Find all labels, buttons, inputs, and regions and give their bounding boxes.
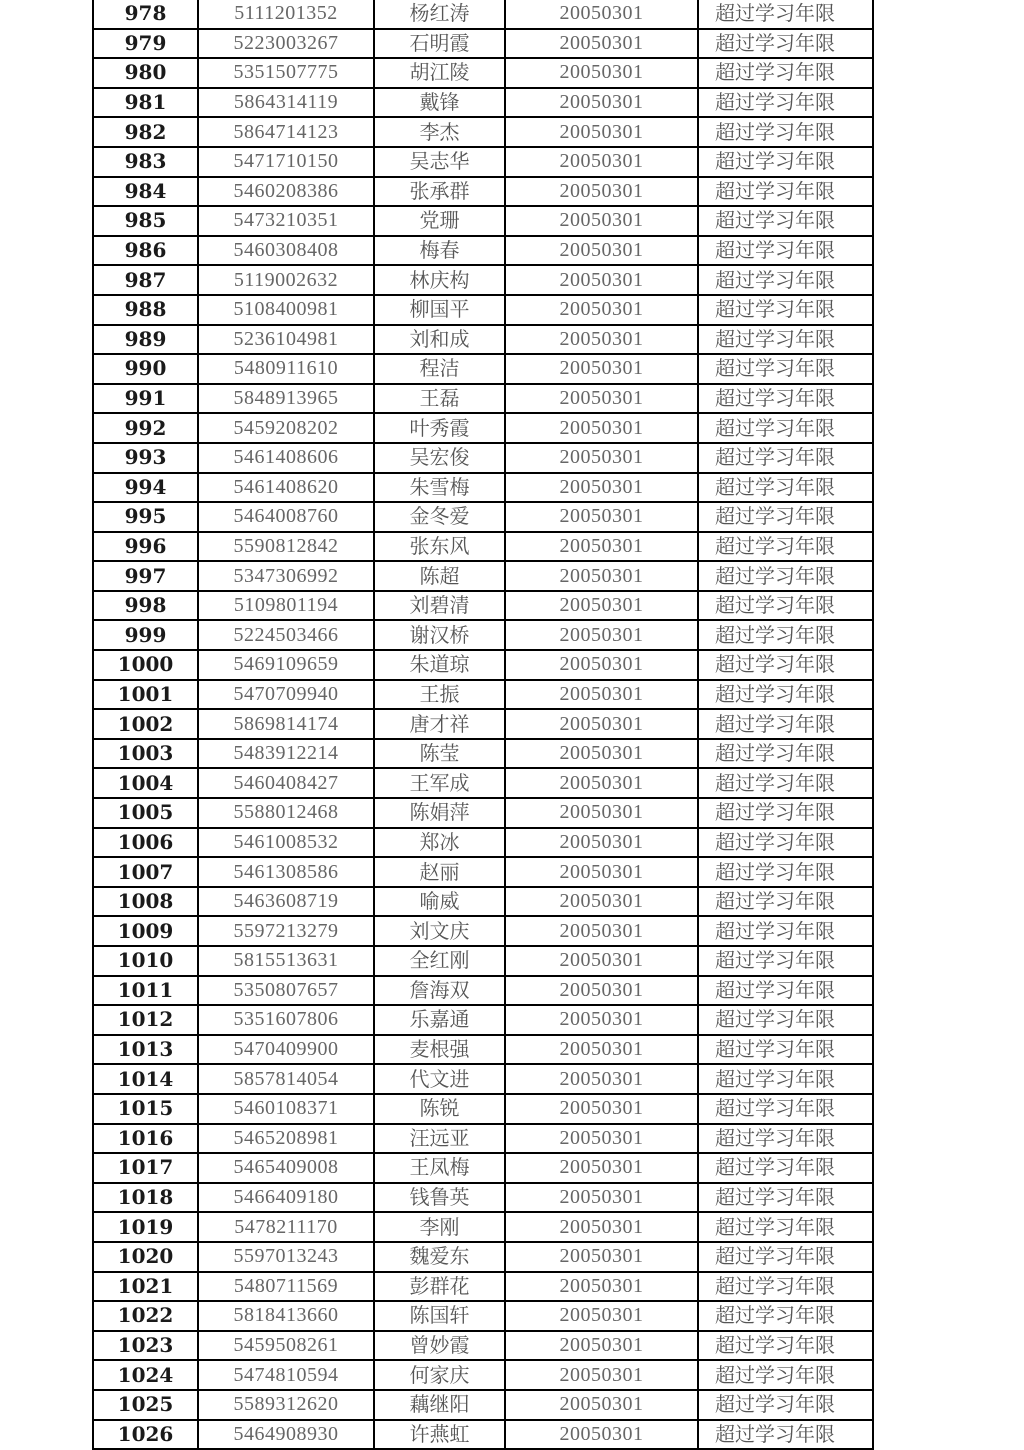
student-id-cell: 5869814174	[198, 709, 374, 739]
status-cell: 超过学习年限	[698, 1153, 873, 1183]
table-row	[93, 1242, 873, 1272]
date-cell: 20050301	[505, 1242, 698, 1272]
date-cell: 20050301	[505, 857, 698, 887]
student-name-cell: 金冬爱	[374, 502, 505, 532]
date-cell: 20050301	[505, 1360, 698, 1390]
status-cell: 超过学习年限	[698, 325, 873, 355]
status-cell: 超过学习年限	[698, 1331, 873, 1361]
row-index-cell: 997	[93, 561, 198, 591]
status-cell: 超过学习年限	[698, 502, 873, 532]
row-index-cell: 985	[93, 206, 198, 236]
student-id-cell: 5461308586	[198, 857, 374, 887]
student-id-cell: 5459508261	[198, 1331, 374, 1361]
row-index-cell: 995	[93, 502, 198, 532]
table-row	[93, 443, 873, 473]
row-index-cell: 989	[93, 325, 198, 355]
table-row	[93, 739, 873, 769]
status-cell: 超过学习年限	[698, 1064, 873, 1094]
table-body	[93, 0, 873, 1449]
date-cell: 20050301	[505, 1094, 698, 1124]
date-cell: 20050301	[505, 1124, 698, 1154]
status-cell: 超过学习年限	[698, 1124, 873, 1154]
row-index-cell: 1001	[93, 680, 198, 710]
student-name-cell: 李刚	[374, 1212, 505, 1242]
status-cell: 超过学习年限	[698, 354, 873, 384]
student-id-cell: 5466409180	[198, 1183, 374, 1213]
status-cell: 超过学习年限	[698, 946, 873, 976]
student-id-cell: 5461008532	[198, 828, 374, 858]
table-row	[93, 857, 873, 887]
status-cell: 超过学习年限	[698, 680, 873, 710]
table-row	[93, 413, 873, 443]
student-id-cell: 5347306992	[198, 561, 374, 591]
table-row	[93, 1212, 873, 1242]
table-row	[93, 206, 873, 236]
date-cell: 20050301	[505, 680, 698, 710]
table-row	[93, 1094, 873, 1124]
student-id-cell: 5464908930	[198, 1420, 374, 1450]
table-row	[93, 88, 873, 118]
table-row	[93, 502, 873, 532]
student-id-cell: 5459208202	[198, 413, 374, 443]
table-row	[93, 473, 873, 503]
date-cell: 20050301	[505, 1153, 698, 1183]
row-index-cell: 1002	[93, 709, 198, 739]
student-name-cell: 许燕虹	[374, 1420, 505, 1450]
student-id-cell: 5460308408	[198, 236, 374, 266]
student-name-cell: 赵丽	[374, 857, 505, 887]
student-name-cell: 胡江陵	[374, 58, 505, 88]
date-cell: 20050301	[505, 384, 698, 414]
row-index-cell: 1000	[93, 650, 198, 680]
student-id-cell: 5463608719	[198, 887, 374, 917]
table-row	[93, 177, 873, 207]
date-cell: 20050301	[505, 443, 698, 473]
table-row	[93, 916, 873, 946]
student-id-cell: 5857814054	[198, 1064, 374, 1094]
row-index-cell: 1016	[93, 1124, 198, 1154]
row-index-cell: 1017	[93, 1153, 198, 1183]
student-name-cell: 柳国平	[374, 295, 505, 325]
student-name-cell: 张东风	[374, 532, 505, 562]
status-cell: 超过学习年限	[698, 117, 873, 147]
table-row	[93, 58, 873, 88]
student-id-cell: 5119002632	[198, 265, 374, 295]
student-id-cell: 5589312620	[198, 1390, 374, 1420]
date-cell: 20050301	[505, 295, 698, 325]
table-row	[93, 354, 873, 384]
row-index-cell: 1004	[93, 768, 198, 798]
table-row	[93, 325, 873, 355]
status-cell: 超过学习年限	[698, 1242, 873, 1272]
student-name-cell: 王磊	[374, 384, 505, 414]
row-index-cell: 993	[93, 443, 198, 473]
row-index-cell: 1003	[93, 739, 198, 769]
date-cell: 20050301	[505, 828, 698, 858]
student-id-cell: 5351507775	[198, 58, 374, 88]
student-name-cell: 魏爱东	[374, 1242, 505, 1272]
row-index-cell: 996	[93, 532, 198, 562]
student-id-cell: 5478211170	[198, 1212, 374, 1242]
student-id-cell: 5111201352	[198, 0, 374, 29]
table-row	[93, 117, 873, 147]
status-cell: 超过学习年限	[698, 709, 873, 739]
student-id-cell: 5470409900	[198, 1035, 374, 1065]
date-cell: 20050301	[505, 887, 698, 917]
row-index-cell: 1007	[93, 857, 198, 887]
row-index-cell: 1023	[93, 1331, 198, 1361]
row-index-cell: 1021	[93, 1272, 198, 1302]
student-id-cell: 5350807657	[198, 976, 374, 1006]
row-index-cell: 1011	[93, 976, 198, 1006]
row-index-cell: 1008	[93, 887, 198, 917]
status-cell: 超过学习年限	[698, 887, 873, 917]
table-row	[93, 1360, 873, 1390]
student-id-cell: 5461408620	[198, 473, 374, 503]
student-name-cell: 麦根强	[374, 1035, 505, 1065]
table-row	[93, 295, 873, 325]
row-index-cell: 982	[93, 117, 198, 147]
row-index-cell: 1005	[93, 798, 198, 828]
row-index-cell: 1006	[93, 828, 198, 858]
status-cell: 超过学习年限	[698, 443, 873, 473]
table-row	[93, 591, 873, 621]
student-name-cell: 党珊	[374, 206, 505, 236]
row-index-cell: 1009	[93, 916, 198, 946]
student-name-cell: 何家庆	[374, 1360, 505, 1390]
status-cell: 超过学习年限	[698, 1035, 873, 1065]
student-id-cell: 5465208981	[198, 1124, 374, 1154]
student-name-cell: 陈娟萍	[374, 798, 505, 828]
row-index-cell: 1022	[93, 1301, 198, 1331]
student-name-cell: 梅春	[374, 236, 505, 266]
status-cell: 超过学习年限	[698, 650, 873, 680]
status-cell: 超过学习年限	[698, 1272, 873, 1302]
row-index-cell: 1026	[93, 1420, 198, 1450]
status-cell: 超过学习年限	[698, 29, 873, 59]
row-index-cell: 981	[93, 88, 198, 118]
student-id-cell: 5469109659	[198, 650, 374, 680]
date-cell: 20050301	[505, 147, 698, 177]
date-cell: 20050301	[505, 739, 698, 769]
row-index-cell: 983	[93, 147, 198, 177]
student-id-cell: 5224503466	[198, 620, 374, 650]
student-name-cell: 唐才祥	[374, 709, 505, 739]
table-row	[93, 1005, 873, 1035]
table-row	[93, 1035, 873, 1065]
date-cell: 20050301	[505, 946, 698, 976]
student-name-cell: 陈锐	[374, 1094, 505, 1124]
status-cell: 超过学习年限	[698, 916, 873, 946]
table-row	[93, 1272, 873, 1302]
student-id-cell: 5461408606	[198, 443, 374, 473]
student-name-cell: 詹海双	[374, 976, 505, 1006]
status-cell: 超过学习年限	[698, 473, 873, 503]
table-row	[93, 1064, 873, 1094]
student-id-cell: 5590812842	[198, 532, 374, 562]
status-cell: 超过学习年限	[698, 384, 873, 414]
date-cell: 20050301	[505, 1331, 698, 1361]
status-cell: 超过学习年限	[698, 976, 873, 1006]
student-name-cell: 全红刚	[374, 946, 505, 976]
status-cell: 超过学习年限	[698, 561, 873, 591]
student-id-cell: 5460208386	[198, 177, 374, 207]
student-name-cell: 王凤梅	[374, 1153, 505, 1183]
student-id-cell: 5588012468	[198, 798, 374, 828]
student-name-cell: 石明霞	[374, 29, 505, 59]
table-row	[93, 709, 873, 739]
date-cell: 20050301	[505, 29, 698, 59]
date-cell: 20050301	[505, 1390, 698, 1420]
student-name-cell: 彭群花	[374, 1272, 505, 1302]
date-cell: 20050301	[505, 768, 698, 798]
student-name-cell: 王军成	[374, 768, 505, 798]
student-id-cell: 5236104981	[198, 325, 374, 355]
row-index-cell: 994	[93, 473, 198, 503]
date-cell: 20050301	[505, 591, 698, 621]
status-cell: 超过学习年限	[698, 147, 873, 177]
date-cell: 20050301	[505, 1272, 698, 1302]
status-cell: 超过学习年限	[698, 1183, 873, 1213]
row-index-cell: 986	[93, 236, 198, 266]
date-cell: 20050301	[505, 502, 698, 532]
student-id-cell: 5460108371	[198, 1094, 374, 1124]
student-id-cell: 5223003267	[198, 29, 374, 59]
student-name-cell: 杨红涛	[374, 0, 505, 29]
table-row	[93, 1301, 873, 1331]
row-index-cell: 1012	[93, 1005, 198, 1035]
student-id-cell: 5473210351	[198, 206, 374, 236]
student-id-cell: 5480711569	[198, 1272, 374, 1302]
date-cell: 20050301	[505, 1005, 698, 1035]
student-record-table	[92, 0, 874, 1450]
date-cell: 20050301	[505, 177, 698, 207]
status-cell: 超过学习年限	[698, 828, 873, 858]
student-id-cell: 5464008760	[198, 502, 374, 532]
row-index-cell: 1015	[93, 1094, 198, 1124]
student-name-cell: 乐嘉通	[374, 1005, 505, 1035]
student-name-cell: 林庆构	[374, 265, 505, 295]
status-cell: 超过学习年限	[698, 798, 873, 828]
date-cell: 20050301	[505, 1420, 698, 1450]
row-index-cell: 1020	[93, 1242, 198, 1272]
table-row	[93, 1390, 873, 1420]
student-id-cell: 5351607806	[198, 1005, 374, 1035]
row-index-cell: 1024	[93, 1360, 198, 1390]
date-cell: 20050301	[505, 620, 698, 650]
student-name-cell: 汪远亚	[374, 1124, 505, 1154]
table-row	[93, 147, 873, 177]
student-id-cell: 5483912214	[198, 739, 374, 769]
table-row	[93, 887, 873, 917]
row-index-cell: 1013	[93, 1035, 198, 1065]
status-cell: 超过学习年限	[698, 768, 873, 798]
student-name-cell: 郑冰	[374, 828, 505, 858]
student-name-cell: 吴宏俊	[374, 443, 505, 473]
student-id-cell: 5480911610	[198, 354, 374, 384]
student-name-cell: 谢汉桥	[374, 620, 505, 650]
table-row	[93, 946, 873, 976]
row-index-cell: 1019	[93, 1212, 198, 1242]
table-row	[93, 828, 873, 858]
status-cell: 超过学习年限	[698, 1005, 873, 1035]
student-name-cell: 叶秀霞	[374, 413, 505, 443]
row-index-cell: 1014	[93, 1064, 198, 1094]
status-cell: 超过学习年限	[698, 857, 873, 887]
row-index-cell: 990	[93, 354, 198, 384]
student-name-cell: 戴锋	[374, 88, 505, 118]
student-name-cell: 喻威	[374, 887, 505, 917]
table-row	[93, 798, 873, 828]
date-cell: 20050301	[505, 561, 698, 591]
date-cell: 20050301	[505, 413, 698, 443]
student-id-cell: 5597013243	[198, 1242, 374, 1272]
date-cell: 20050301	[505, 88, 698, 118]
status-cell: 超过学习年限	[698, 591, 873, 621]
status-cell: 超过学习年限	[698, 236, 873, 266]
student-name-cell: 张承群	[374, 177, 505, 207]
status-cell: 超过学习年限	[698, 0, 873, 29]
date-cell: 20050301	[505, 1064, 698, 1094]
date-cell: 20050301	[505, 0, 698, 29]
student-name-cell: 吴志华	[374, 147, 505, 177]
status-cell: 超过学习年限	[698, 58, 873, 88]
table-row	[93, 29, 873, 59]
student-name-cell: 陈超	[374, 561, 505, 591]
row-index-cell: 1025	[93, 1390, 198, 1420]
status-cell: 超过学习年限	[698, 1094, 873, 1124]
date-cell: 20050301	[505, 354, 698, 384]
table-row	[93, 1183, 873, 1213]
status-cell: 超过学习年限	[698, 413, 873, 443]
table-row	[93, 0, 873, 29]
student-id-cell: 5864714123	[198, 117, 374, 147]
row-index-cell: 991	[93, 384, 198, 414]
date-cell: 20050301	[505, 650, 698, 680]
date-cell: 20050301	[505, 1183, 698, 1213]
status-cell: 超过学习年限	[698, 739, 873, 769]
table-row	[93, 620, 873, 650]
row-index-cell: 984	[93, 177, 198, 207]
status-cell: 超过学习年限	[698, 1301, 873, 1331]
table-row	[93, 1331, 873, 1361]
student-id-cell: 5109801194	[198, 591, 374, 621]
table-row	[93, 561, 873, 591]
date-cell: 20050301	[505, 206, 698, 236]
date-cell: 20050301	[505, 798, 698, 828]
status-cell: 超过学习年限	[698, 206, 873, 236]
student-name-cell: 钱鲁英	[374, 1183, 505, 1213]
date-cell: 20050301	[505, 265, 698, 295]
student-id-cell: 5108400981	[198, 295, 374, 325]
date-cell: 20050301	[505, 236, 698, 266]
student-name-cell: 王振	[374, 680, 505, 710]
status-cell: 超过学习年限	[698, 1420, 873, 1450]
table-row	[93, 236, 873, 266]
row-index-cell: 1010	[93, 946, 198, 976]
student-name-cell: 程洁	[374, 354, 505, 384]
student-name-cell: 陈莹	[374, 739, 505, 769]
table-row	[93, 650, 873, 680]
status-cell: 超过学习年限	[698, 1360, 873, 1390]
student-name-cell: 刘和成	[374, 325, 505, 355]
status-cell: 超过学习年限	[698, 1212, 873, 1242]
student-name-cell: 李杰	[374, 117, 505, 147]
student-name-cell: 陈国轩	[374, 1301, 505, 1331]
date-cell: 20050301	[505, 1035, 698, 1065]
student-id-cell: 5864314119	[198, 88, 374, 118]
student-id-cell: 5597213279	[198, 916, 374, 946]
date-cell: 20050301	[505, 976, 698, 1006]
table-row	[93, 532, 873, 562]
date-cell: 20050301	[505, 709, 698, 739]
row-index-cell: 980	[93, 58, 198, 88]
table-row	[93, 384, 873, 414]
status-cell: 超过学习年限	[698, 88, 873, 118]
student-id-cell: 5465409008	[198, 1153, 374, 1183]
date-cell: 20050301	[505, 1301, 698, 1331]
status-cell: 超过学习年限	[698, 1390, 873, 1420]
row-index-cell: 987	[93, 265, 198, 295]
table-row	[93, 976, 873, 1006]
table-row	[93, 1124, 873, 1154]
row-index-cell: 979	[93, 29, 198, 59]
row-index-cell: 978	[93, 0, 198, 29]
date-cell: 20050301	[505, 58, 698, 88]
status-cell: 超过学习年限	[698, 295, 873, 325]
status-cell: 超过学习年限	[698, 265, 873, 295]
student-name-cell: 刘文庆	[374, 916, 505, 946]
status-cell: 超过学习年限	[698, 177, 873, 207]
row-index-cell: 1018	[93, 1183, 198, 1213]
table-row	[93, 768, 873, 798]
status-cell: 超过学习年限	[698, 620, 873, 650]
table-row	[93, 1420, 873, 1450]
table-row	[93, 680, 873, 710]
student-name-cell: 藕继阳	[374, 1390, 505, 1420]
date-cell: 20050301	[505, 325, 698, 355]
student-id-cell: 5474810594	[198, 1360, 374, 1390]
date-cell: 20050301	[505, 117, 698, 147]
date-cell: 20050301	[505, 916, 698, 946]
student-name-cell: 朱道琼	[374, 650, 505, 680]
student-name-cell: 代文进	[374, 1064, 505, 1094]
student-id-cell: 5460408427	[198, 768, 374, 798]
student-id-cell: 5470709940	[198, 680, 374, 710]
date-cell: 20050301	[505, 473, 698, 503]
student-id-cell: 5848913965	[198, 384, 374, 414]
date-cell: 20050301	[505, 1212, 698, 1242]
table-row	[93, 1153, 873, 1183]
student-id-cell: 5815513631	[198, 946, 374, 976]
student-name-cell: 曾妙霞	[374, 1331, 505, 1361]
student-id-cell: 5471710150	[198, 147, 374, 177]
row-index-cell: 999	[93, 620, 198, 650]
status-cell: 超过学习年限	[698, 532, 873, 562]
row-index-cell: 998	[93, 591, 198, 621]
student-name-cell: 朱雪梅	[374, 473, 505, 503]
date-cell: 20050301	[505, 532, 698, 562]
student-id-cell: 5818413660	[198, 1301, 374, 1331]
table-row	[93, 265, 873, 295]
row-index-cell: 988	[93, 295, 198, 325]
row-index-cell: 992	[93, 413, 198, 443]
student-name-cell: 刘碧清	[374, 591, 505, 621]
